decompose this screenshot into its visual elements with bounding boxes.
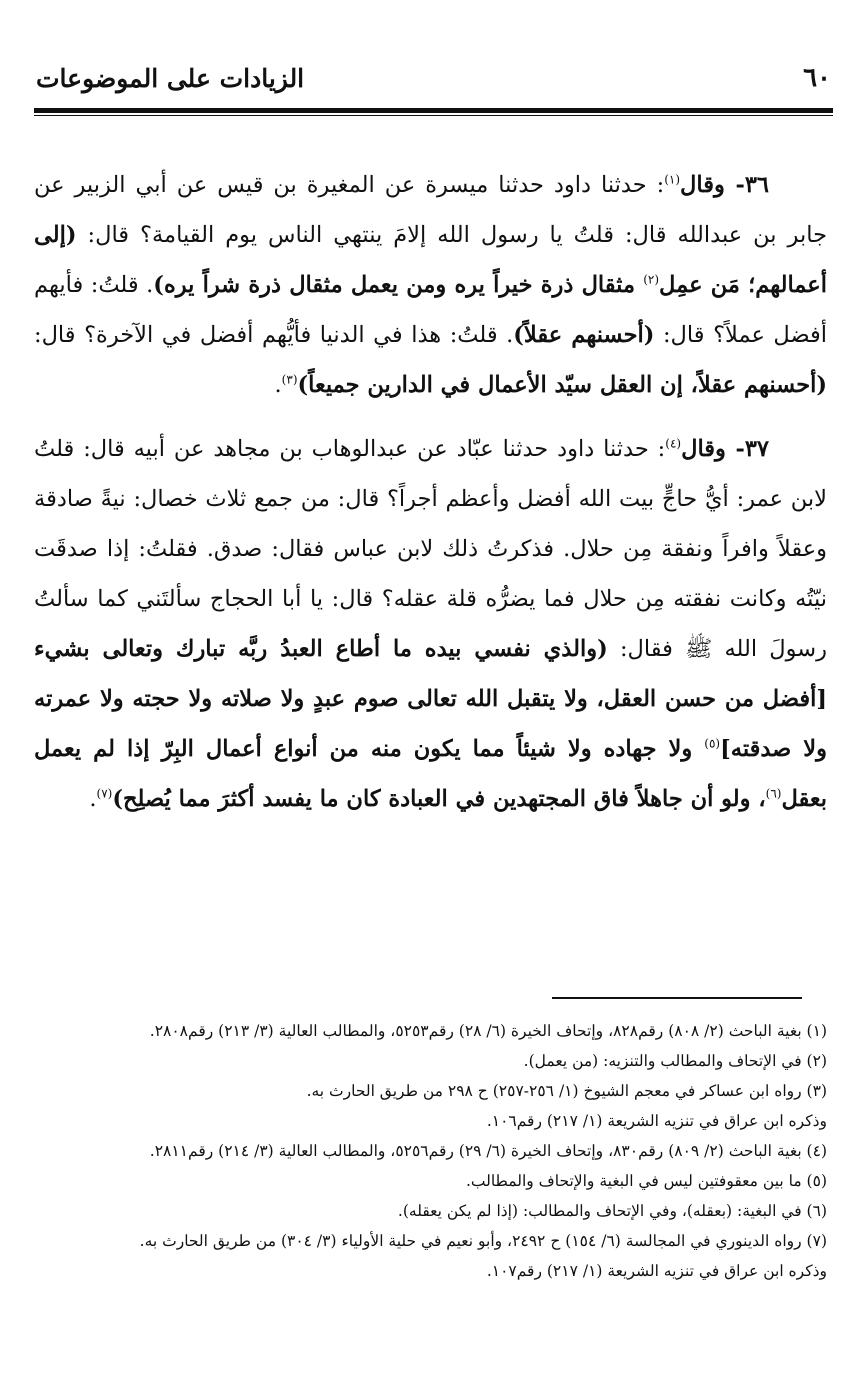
hadith-quote: ولا جهاده ولا شيئاً مما يكون منه من أنواع أعمال البِرّ إذا لم يعمل بعقل [34, 736, 827, 812]
footnote-3: (٣) رواه ابن عساكر في معجم الشيوخ (١/ ٢٥٦-٢٥٧) ح ٢٩٨ من طريق الحارث به. [306, 1082, 827, 1100]
footnote-7: (٧) رواه الدينوري في المجالسة (٦/ ١٥٤) ح ٢٤٩٢، وأبو نعيم في حلية الأولياء (٣/ ٣٠٤) من طريق الحارث به. [139, 1232, 827, 1250]
footnote-5: (٥) ما بين معقوفتين ليس في البغية والإتحاف والمطالب. [465, 1172, 827, 1190]
hadith-text: : حدثنا داود حدثنا ميسرة عن المغيرة بن قيس عن أبي الزبير عن جابر بن عبدالله قال: قلتُ يا رسول الله إلامَ ينتهي الناس يوم القيامة؟ قال: [34, 172, 827, 248]
footnote-ref: (١) [664, 172, 681, 187]
footnote-ref: (٧) [96, 786, 113, 801]
footnote-1: (١) بغية الباحث (٢/ ٨٠٨) رقم٨٢٨، وإتحاف الخيرة (٦/ ٢٨) رقم٥٢٥٣، والمطالب العالية (٣/ ٢١٣) رقم٢٨٠٨. [149, 1022, 827, 1040]
main-text [34, 160, 827, 838]
sentence-end: . [89, 786, 97, 812]
footnote-ref: (٢) [643, 272, 660, 287]
footnote-3-continuation: وذكره ابن عراق في تنزيه الشريعة (١/ ٢١٧) رقم١٠٦. [486, 1112, 827, 1130]
footnote-separator [552, 997, 802, 999]
footnote-ref: (٥) [704, 736, 721, 751]
hadith-quote: (أحسنهم عقلاً، إن العقل سيّد الأعمال في الدارين جميعاً) [297, 372, 827, 398]
hadith-number: ٣٧- وقال [681, 436, 770, 462]
sentence-end: . [274, 372, 282, 398]
hadith-36-paragraph [34, 160, 827, 410]
hadith-text: . قلتُ: هذا في الدنيا فأيُّهم أفضل في الآخرة؟ قال: [34, 322, 514, 348]
hadith-number: ٣٦- وقال [680, 172, 769, 198]
hadith-text: . قلتُ: فأيهم أفضل عملاً؟ قال: [34, 272, 827, 348]
footnote-7-continuation: وذكره ابن عراق في تنزيه الشريعة (١/ ٢١٧) رقم١٠٧. [486, 1262, 827, 1280]
footnote-ref: (٣) [281, 372, 298, 387]
hadith-text: : حدثنا داود حدثنا عبّاد عن عبدالوهاب بن مجاهد عن أبيه قال: قلتُ لابن عمر: أيُّ حاجٍّ بيت الله أفضل وأعظم أجراً؟ قال: من جمع ثلاث خصال: نيةً صادقة وعقلاً وافراً ونفقة مِن حلال. فذكرتُ ذلك لابن عباس فقال: صدق. فقلتُ: إذا صدقَت نيّتُه وكانت نفقته مِن حلال فما يضرُّه قلة عقله؟ قال: يا أبا الحجاج سألتَني كما سألتُ رسولَ الله ﷺ فقال: [34, 436, 827, 662]
header-rule [34, 108, 833, 116]
hadith-quote: (أحسنهم عقلاً) [513, 322, 655, 348]
footnote-6: (٦) في البغية: (بعقله)، وفي الإتحاف والمطالب: (إذا لم يكن يعقله). [397, 1202, 827, 1220]
footnote-4: (٤) بغية الباحث (٢/ ٨٠٩) رقم٨٣٠، وإتحاف الخيرة (٦/ ٢٩) رقم٥٢٥٦، والمطالب العالية (٣/ ٢١٤) رقم٢٨١١. [149, 1142, 827, 1160]
footnote-2: (٢) في الإتحاف والمطالب والتنزيه: (من يعمل). [523, 1052, 827, 1070]
hadith-quote: ، ولو أن جاهلاً فاق المجتهدين في العبادة كان ما يفسد أكثرَ مما يُصلِح) [112, 786, 766, 812]
page-number: ٦٠ [803, 63, 831, 93]
page-header [36, 58, 831, 98]
footnote-ref: (٤) [665, 436, 682, 451]
hadith-quote: مثقال ذرة خيراً يره ومن يعمل مثقال ذرة شراً يره) [153, 272, 644, 298]
hadith-quote: (إلى أعمالهم؛ مَن عمِل [34, 222, 827, 298]
running-title: الزيادات على الموضوعات [36, 63, 305, 93]
footnote-ref: (٦) [765, 786, 782, 801]
hadith-37-paragraph [34, 424, 827, 824]
footnotes [34, 1016, 827, 1286]
hadith-quote: (والذي نفسي بيده ما أطاع العبدُ ربَّه تبارك وتعالى بشيء [أفضل من حسن العقل، ولا يتقبل الله تعالى صوم عبدٍ ولا صلاته ولا حجته ولا عمرته ولا صدقته] [34, 636, 827, 762]
